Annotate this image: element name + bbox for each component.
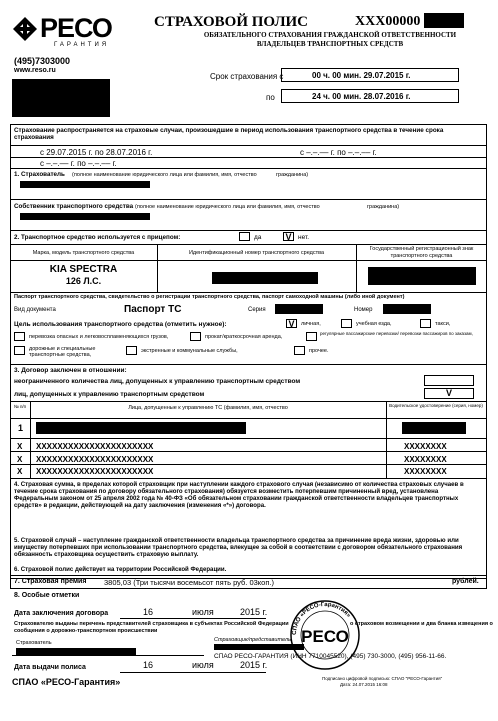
purpose-taxi-checkbox[interactable] [420,319,431,328]
driver-license-redacted [402,422,466,434]
brand-subtitle: ГАРАНТИЯ [54,42,110,48]
company-stamp [288,598,362,672]
policy-number-prefix: ХХХ00000 [355,14,421,29]
term-label: Срок страхования с [210,72,284,81]
trailer-no-checkbox[interactable]: V [283,232,294,241]
insurer-hint: (полное наименование юридического лица или фамилия, имя, отчество [72,172,257,178]
reso-emblem-icon [12,16,38,42]
driver-license: ХХХХХХХХ [404,442,447,451]
premium-label: 7. Страховая премия [14,578,87,585]
purpose-label: Цель использования транспортного средства (отметить нужное): [14,321,227,328]
contract-unlimited-checkbox[interactable] [424,375,474,386]
number-label: Номер [354,307,373,313]
driver-name: ХХХХХХХХХХХХХХХХХХХХХХ [36,467,154,476]
doc-type-value: Паспорт ТС [124,304,182,315]
policy-subtitle-2: ВЛАДЕЛЬЦЕВ ТРАНСПОРТНЫХ СРЕДСТВ [256,40,404,48]
company-website: www.reso.ru [14,67,56,74]
reso-logo [12,14,142,54]
issue-date-label: Дата выдачи полиса [14,664,86,671]
driver-num: 1 [18,423,24,433]
drivers-col-name: Лица, допущенные к управлению ТС (фамилия, имя, отчество [128,405,288,411]
policy-number-redacted [424,13,464,28]
purpose-emergency-checkbox[interactable] [126,346,137,355]
driver-license: ХХХХХХХХ [404,467,447,476]
redacted-block [12,79,110,117]
doc-type-label: Вид документа [14,307,56,313]
series-label: Серия [248,307,266,313]
term-to-label: по [266,93,275,102]
purpose-emergency-label: экстренные и коммунальные службы, [141,348,238,354]
trailer-label: 2. Транспортное средство используется с прицепом: [14,234,181,241]
vehicle-col-plate: Государственный регистрационный знак транспортного средства [369,246,474,259]
contract-limited-checkbox[interactable]: V [424,388,474,399]
driver-num: Х [17,455,23,464]
contract-date-label: Дата заключения договора [14,610,109,617]
clause-5: 5. Страховой случай – наступление гражданской ответственности владельца транспортного средства за причинение вреда жизни, здоровью или имуществу потерпевших при использовании транспортного средства, влекущее за собой в соответствии с договором обязательного страхования обязанность страховщика осуществить страховую выплату. [14,537,463,558]
period-row-2-left: с –.–.–– г. по –.–.–– г. [40,159,117,168]
premium-currency: рублей. [452,578,479,585]
forms-text-right: о страховом возмещении и два бланка извещения о [350,621,493,627]
purpose-other-checkbox[interactable] [294,346,305,355]
purpose-training-checkbox[interactable] [341,319,352,328]
contract-year: 2015 г. [240,607,268,617]
vehicle-model: KIA SPECTRA [49,264,118,275]
stamp-center-text: РЕСО [301,627,349,646]
driver-name-redacted [36,422,246,434]
policy-title: СТРАХОВОЙ ПОЛИС [154,14,309,30]
term-from: 00 ч. 00 мин. 29.07.2015 г. [281,68,459,82]
issue-year: 2015 г. [240,660,268,670]
vehicle-col-vin: Идентификационный номер транспортного средства [188,250,325,256]
number-redacted [383,304,431,314]
driver-name: ХХХХХХХХХХХХХХХХХХХХХХ [36,455,154,464]
policy-subtitle-1: ОБЯЗАТЕЛЬНОГО СТРАХОВАНИЯ ГРАЖДАНСКОЙ ОТВЕТСТВЕННОСТИ [203,31,457,39]
purpose-road-checkbox[interactable] [14,346,25,355]
trailer-no-label: нет. [298,234,310,241]
insurer-hint-2: гражданина) [276,172,309,178]
purpose-personal-label: личная, [301,321,321,327]
vehicle-col-model: Марка, модель транспортного средства [32,250,135,256]
period-text: Страхование распространяется на страховые случаи, произошедшие в период использования транспортного средства в течение срока страхования [14,127,444,141]
issue-day: 16 [143,660,154,670]
stamp-ring-text: СПАО «РЕСО-Гарантия» [291,601,352,636]
brand-name: РЕСО [40,13,112,43]
contract-limited: лиц, допущенных к управлению транспортным средством [14,391,205,398]
purpose-cargo-checkbox[interactable] [14,332,25,341]
drivers-col-license: Водительское удостоверение (серия, номер) [389,403,483,408]
purpose-training-label: учебная езда, [356,321,392,327]
insurer-rep-text: СПАО РЕСО-ГАРАНТИЯ (ИНН 7710045520), (495) 730-3000, (495) 956-11-66. [214,653,447,660]
owner-hint-2: гражданина) [367,204,400,210]
forms-text: Страхователю выданы перечень представителей страховщика в субъектах Российской Федерации сообщения о дорожно-транспортном происшествии [14,621,289,634]
passport-text: Паспорт транспортного средства, свидетельство о регистрации транспортного средства, паспорт самоходной машины (либо иной документ) [14,294,405,300]
insurer-rep-label: Страховщик/представитель [214,637,291,643]
purpose-rental-checkbox[interactable] [190,332,201,341]
owner-label: Собственник транспортного средства [14,203,134,210]
company-name: СПАО «РЕСО-Гарантия» [12,677,121,687]
period-row-1-left: с 29.07.2015 г. по 28.07.2016 г. [40,148,153,157]
clause-6: 6. Страховой полис действует на территории Российской Федерации. [14,566,227,573]
stamp-icon [288,598,362,672]
vin-redacted [212,272,318,284]
purpose-cargo-label: перевозка опасных и легковоспламеняющихся грузов, [29,334,169,340]
purpose-personal-checkbox[interactable]: V [286,319,297,328]
insurer-label: 1. Страхователь [14,171,65,178]
contract-label: 3. Договор заключен в отношении: [14,367,127,374]
driver-name: ХХХХХХХХХХХХХХХХХХХХХХ [36,442,154,451]
clause-4: 4. Страховая сумма, в пределах которой страховщик при наступлении каждого страхового случая (независимо от количества страховых случаев в течение срока страхования по договору обязательного страхования) обязуется возместить потерпевшим причиненный вред, установлена Федеральным законом от 25 апреля 2002 года № 40-ФЗ «Об обязательном страховании гражданской ответственности владельцев транспортных средств» в редакции, действующей на дату заключения (изменения «*») договора. [14,481,464,509]
trailer-yes-label: да [254,234,262,241]
purpose-regular-label: регулярные пассажирские перевозки/ перевозки пассажиров по заказам, [320,331,473,336]
plate-redacted [368,267,476,285]
signature-info: Подписано цифровой подписью: СПАО "РЕСО-Гарантия" [322,676,443,681]
drivers-col-num: № п/п [13,404,27,409]
owner-hint: (полное наименование юридического лица или фамилия, имя, отчество [135,204,320,210]
purpose-rental-label: прокат/краткосрочная аренда, [205,334,283,340]
owner-redacted [20,213,150,220]
period-row-1-right: с –.–.–– г. по –.–.–– г. [300,148,377,157]
contract-unlimited: неограниченного количества лиц, допущенных к управлению транспортным средством [14,378,301,385]
driver-num: Х [17,467,23,476]
notes-label: 8. Особые отметки [14,592,80,599]
insurer-signature-label: Страхователь [16,640,52,646]
purpose-other-label: прочее. [309,348,329,354]
trailer-yes-checkbox[interactable] [239,232,250,241]
series-redacted [275,304,323,314]
contract-month: июля [192,607,214,617]
issue-month: июля [192,660,214,670]
signature-date: Дата: 24.07.2015 16:08 [340,682,388,687]
purpose-regular-checkbox[interactable] [306,332,317,341]
vehicle-power: 126 Л.С. [65,276,102,286]
premium-value: 3805,03 (Три тысячи восемьсот пять руб. 03коп.) [104,578,274,587]
term-to: 24 ч. 00 мин. 28.07.2016 г. [281,89,459,103]
purpose-road-label: дорожные и специальные транспортные средства, [29,346,96,358]
driver-license: ХХХХХХХХ [404,455,447,464]
driver-num: Х [17,442,23,451]
insurer-signature-redacted [16,648,136,655]
company-phone: (495)7303000 [14,56,71,66]
purpose-taxi-label: такси, [435,321,451,327]
insurer-redacted [20,181,150,188]
contract-day: 16 [143,607,154,617]
